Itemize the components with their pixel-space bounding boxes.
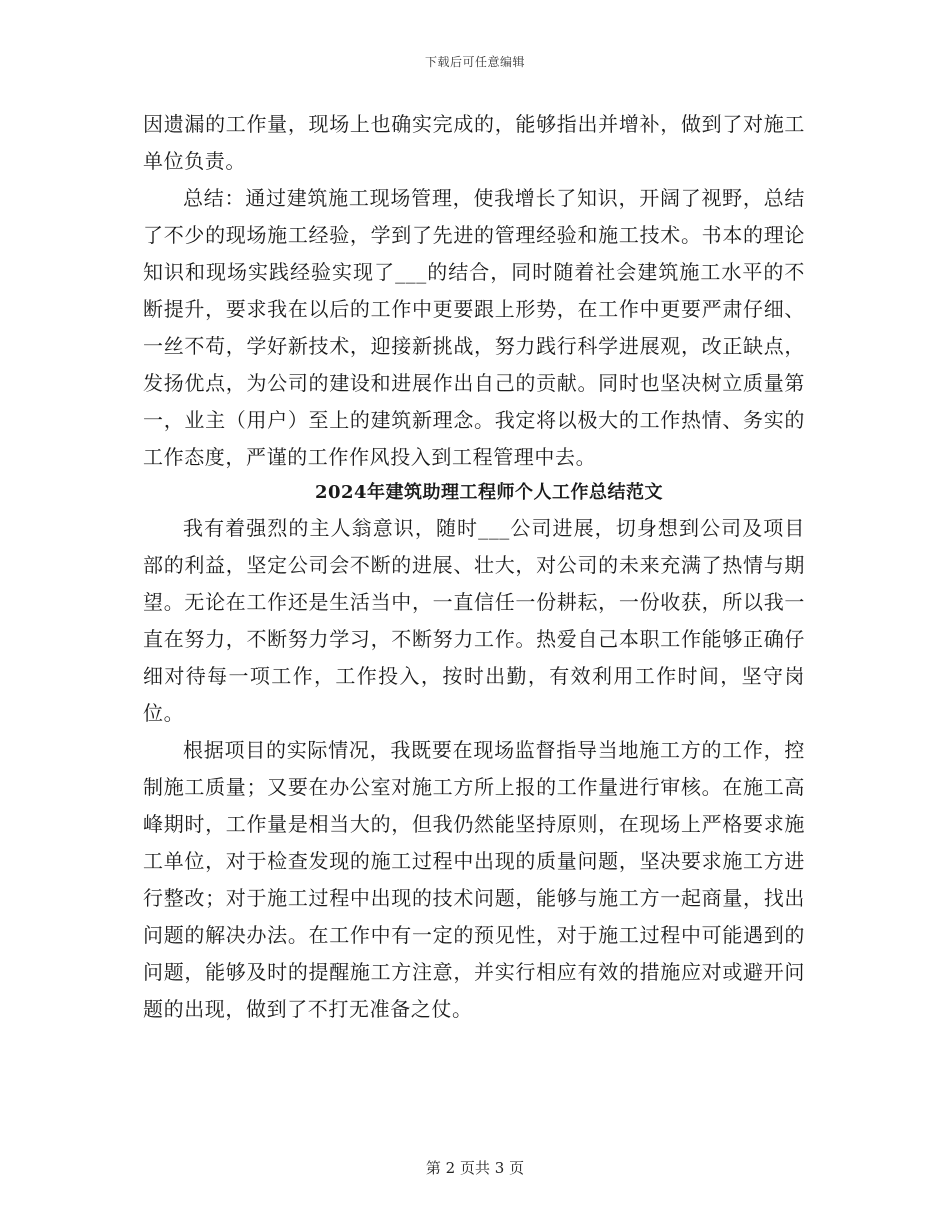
document-body <box>143 106 805 1028</box>
page-header: 下载后可任意编辑 <box>424 55 525 69</box>
paragraph-summary: 总结：通过建筑施工现场管理，使我增长了知识，开阔了视野，总结了不少的现场施工经验，学到了先进的管理经验和施工技术。书本的理论知识和现场实践经验实现了___的结合，同时随着社会建筑施工水平的不断提升，要求我在以后的工作中更要跟上形势，在工作中更要严肃仔细、一丝不苟，学好新技术，迎接新挑战，努力践行科学进展观，改正缺点，发扬优点，为公司的建设和进展作出自己的贡献。同时也坚决树立质量第一，业主（用户）至上的建筑新理念。我定将以极大的工作热情、务实的工作态度，严谨的工作作风投入到工程管理中去。 <box>143 186 805 469</box>
paragraph-2: 根据项目的实际情况，我既要在现场监督指导当地施工方的工作，控制施工质量；又要在办公室对施工方所上报的工作量进行审核。在施工高峰期时，工作量是相当大的，但我仍然能坚持原则，在现场上严格要求施工单位，对于检查发现的施工过程中出现的质量问题，坚决要求施工方进行整改；对于施工过程中出现的技术问题，能够与施工方一起商量，找出问题的解决办法。在工作中有一定的预见性，对于施工过程中可能遇到的问题，能够及时的提醒施工方注意，并实行相应有效的措施应对或避开问题的出现，做到了不打无准备之仗。 <box>143 738 805 1021</box>
page-footer: 第 2 页共 3 页 <box>425 1159 525 1177</box>
section-title: 2024年建筑助理工程师个人工作总结范文 <box>314 482 664 503</box>
paragraph-1: 我有着强烈的主人翁意识，随时___公司进展，切身想到公司及项目部的利益，坚定公司会不断的进展、壮大，对公司的未来充满了热情与期望。无论在工作还是生活当中，一直信任一份耕耘，一份收获，所以我一直在努力，不断努力学习，不断努力工作。热爱自己本职工作能够正确仔细对待每一项工作，工作投入，按时出勤，有效利用工作时间，坚守岗位。 <box>143 516 805 725</box>
paragraph-continued: 因遗漏的工作量，现场上也确实完成的，能够指出并增补，做到了对施工单位负责。 <box>143 112 805 173</box>
